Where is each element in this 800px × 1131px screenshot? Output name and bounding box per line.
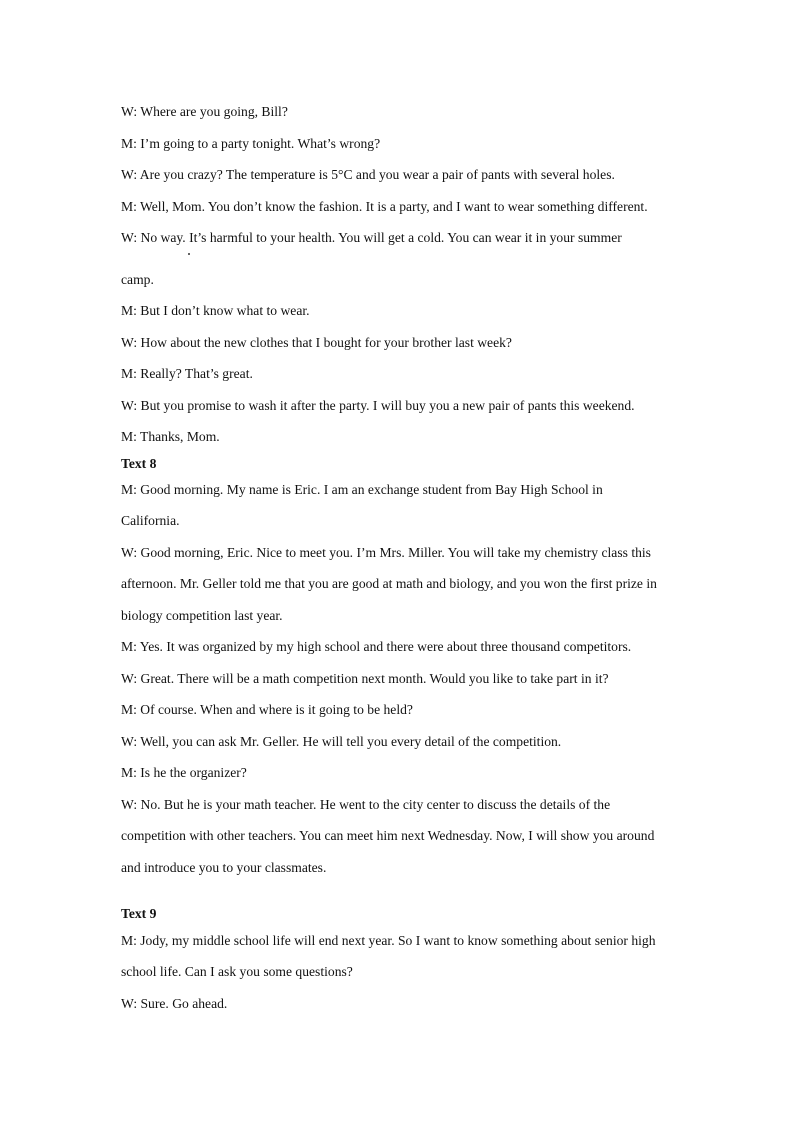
dialogue-line: M: But I don’t know what to wear. bbox=[121, 303, 310, 318]
dialogue-line: M: Jody, my middle school life will end next year. So I want to know something about senior high bbox=[121, 933, 656, 948]
dialogue-line: W: Sure. Go ahead. bbox=[121, 996, 228, 1011]
dialogue-line: competition with other teachers. You can meet him next Wednesday. Now, I will show you around bbox=[121, 828, 655, 843]
dialogue-line: M: I’m going to a party tonight. What’s wrong? bbox=[121, 136, 381, 151]
dialogue-line: W: But you promise to wash it after the party. I will buy you a new pair of pants this weekend. bbox=[121, 398, 635, 413]
dialogue-line: W: Are you crazy? The temperature is 5°C and you wear a pair of pants with several holes. bbox=[121, 167, 615, 182]
section-heading-text-8: Text 8 bbox=[121, 456, 157, 471]
dialogue-line: and introduce you to your classmates. bbox=[121, 860, 327, 875]
dialogue-line: M: Yes. It was organized by my high school and there were about three thousand competitors. bbox=[121, 639, 632, 654]
dialogue-line: W: No way. It’s harmful to your health. You will get a cold. You can wear it in your summer bbox=[121, 230, 622, 245]
dialogue-line: M: Of course. When and where is it going to be held? bbox=[121, 702, 413, 717]
dialogue-line: W: Good morning, Eric. Nice to meet you. I’m Mrs. Miller. You will take my chemistry class this bbox=[121, 545, 651, 560]
dialogue-line: W: Where are you going, Bill? bbox=[121, 104, 288, 119]
dialogue-line: afternoon. Mr. Geller told me that you are good at math and biology, and you won the first prize in bbox=[121, 576, 657, 591]
dialogue-line: W: Well, you can ask Mr. Geller. He will tell you every detail of the competition. bbox=[121, 734, 562, 749]
dialogue-line: M: Well, Mom. You don’t know the fashion. It is a party, and I want to wear something different. bbox=[121, 199, 648, 214]
dialogue-line: W: No. But he is your math teacher. He went to the city center to discuss the details of the bbox=[121, 797, 611, 812]
stray-mark bbox=[188, 253, 190, 255]
dialogue-line: biology competition last year. bbox=[121, 608, 283, 623]
section-heading-text-9: Text 9 bbox=[121, 906, 157, 921]
dialogue-line: M: Good morning. My name is Eric. I am an exchange student from Bay High School in bbox=[121, 482, 603, 497]
dialogue-line: M: Thanks, Mom. bbox=[121, 429, 220, 444]
dialogue-line: school life. Can I ask you some questions? bbox=[121, 964, 353, 979]
dialogue-line: M: Is he the organizer? bbox=[121, 765, 247, 780]
dialogue-line: W: Great. There will be a math competition next month. Would you like to take part in it? bbox=[121, 671, 609, 686]
dialogue-line: M: Really? That’s great. bbox=[121, 366, 253, 381]
dialogue-line: camp. bbox=[121, 272, 154, 287]
dialogue-line: California. bbox=[121, 513, 180, 528]
dialogue-line: W: How about the new clothes that I bought for your brother last week? bbox=[121, 335, 512, 350]
